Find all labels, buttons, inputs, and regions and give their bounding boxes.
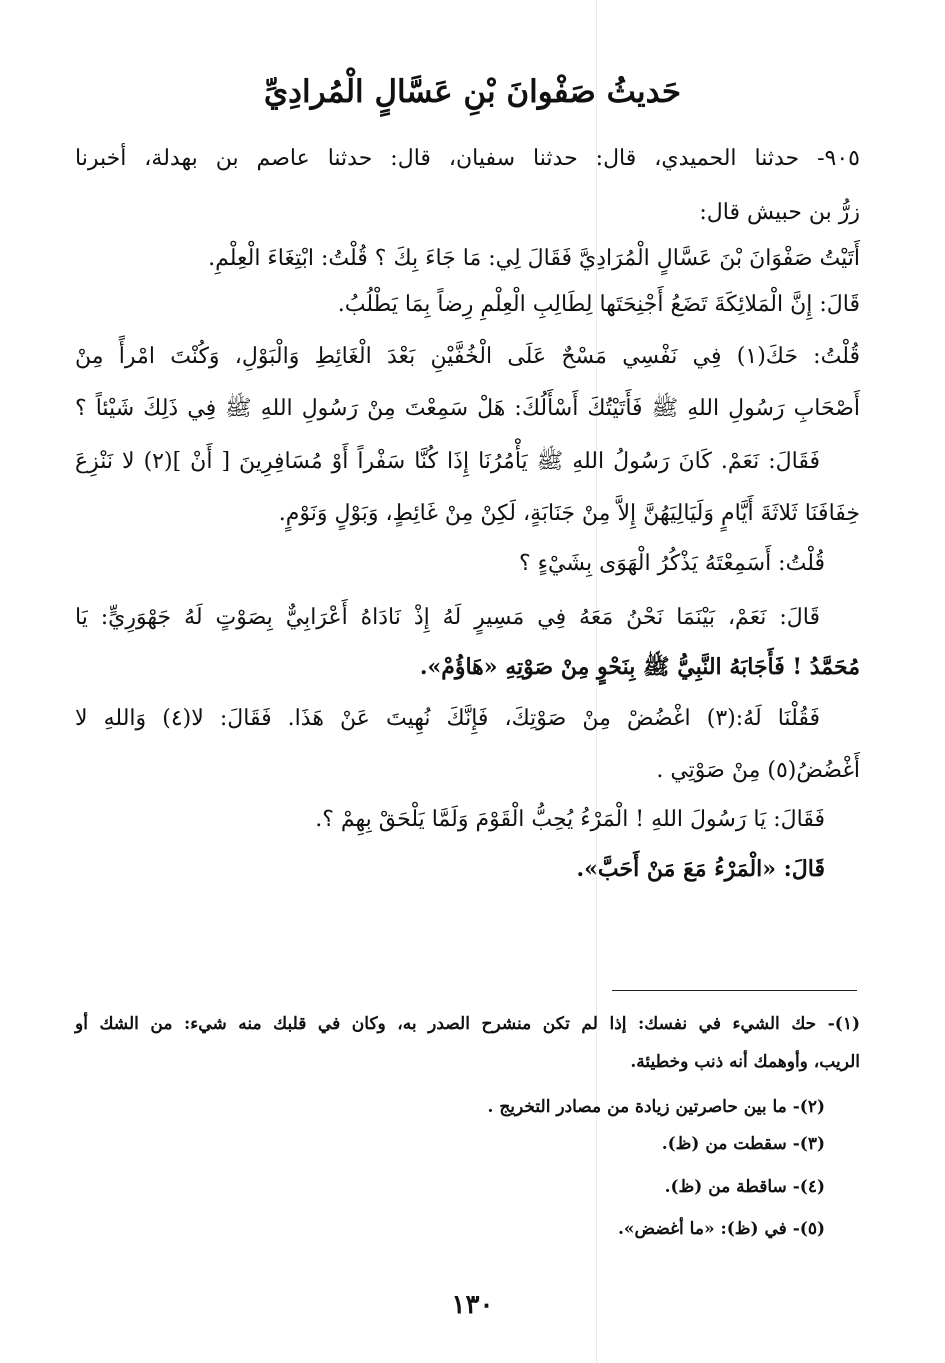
hadith-line-15: قَالَ: «الْمَرْءُ مَعَ مَنْ أَحَبَّ». (576, 856, 825, 882)
hadith-line-11: مُحَمَّدُ ! فَأَجَابَهُ النَّبِيُّ ﷺ بِنَحْوٍ مِنْ صَوْتِهِ «هَاؤُمْ». (419, 654, 860, 680)
hadith-line-12: فَقُلْنَا لَهُ:(٣) اغْضُضْ مِنْ صَوْتِكَ، فَإِنَّكَ نُهِيتَ عَنْ هَذَا. فَقَالَ: لا(٤) وَاللهِ لا (75, 706, 820, 731)
footnote-divider (612, 990, 857, 991)
hadith-line-2: زرُّ بن حبيش قال: (699, 200, 860, 225)
hadith-line-10: قَالَ: نَعَمْ، بَيْنَمَا نَحْنُ مَعَهُ فِي مَسِيرٍ لَهُ إِذْ نَادَاهُ أَعْرَابِيٌّ بِصَوْتٍ لَهُ جَهْوَرِيٍّ: يَا (75, 605, 820, 630)
hadith-line-8: خِفَافَنَا ثَلاثَةَ أَيَّامٍ وَلَيَالِيَهُنَّ إِلاَّ مِنْ جَنَابَةٍ، لَكِنْ مِنْ غَائِطٍ، وَبَوْلٍ وَنَوْمٍ. (278, 501, 860, 526)
hadith-line-5: قُلْتُ: حَكَ(١) فِي نَفْسِي مَسْحٌ عَلَى الْخُفَّيْنِ بَعْدَ الْغَائِطِ وَالْبَوْلِ، وَكُنْتَ امْرأً مِنْ (75, 344, 861, 369)
hadith-line-14: فَقَالَ: يَا رَسُولَ اللهِ ! الْمَرْءُ يُحِبُّ الْقَوْمَ وَلَمَّا يَلْحَقْ بِهِمْ ؟. (315, 807, 825, 832)
chapter-title: حَديثُ صَفْوانَ بْنِ عَسَّالٍ الْمُرادِيِّ (263, 74, 682, 110)
hadith-line-9: قُلْتُ: أَسَمِعْتَهُ يَذْكُرُ الْهَوَى بِشَيْءٍ ؟ (518, 551, 825, 576)
footnote-1-line-1: (١)- حك الشيء في نفسك: إذا لم تكن منشرح الصدر به، وكان في قلبك منه شيء: من الشك أو (75, 1014, 860, 1034)
footnote-1-line-2: الريب، وأوهمك أنه ذنب وخطيئة. (630, 1052, 860, 1072)
hadith-line-4: قَالَ: إِنَّ الْمَلائِكَةَ تَضَعُ أَجْنِحَتَها لِطَالِبِ الْعِلْمِ رِضاً بِمَا يَطْلُبُ. (337, 292, 860, 317)
footnote-3: (٣)- سقطت من (ظ). (661, 1134, 825, 1154)
hadith-line-1: ٩٠٥- حدثنا الحميدي، قال: حدثنا سفيان، قال: حدثنا عاصم بن بهدلة، أخبرنا (75, 146, 860, 171)
footnote-4: (٤)- ساقطة من (ظ). (664, 1177, 825, 1197)
hadith-line-6: أَصْحَابِ رَسُولِ اللهِ ﷺ فَأَتَيْتُكَ أَسْأَلُكَ: هَلْ سَمِعْتَ مِنْ رَسُولِ اللهِ ﷺ فِي ذَلِكَ شَيْئاً ؟ (75, 396, 860, 421)
footnote-5: (٥)- في (ظ): «ما أغضض». (618, 1219, 825, 1239)
page-number: ١٣٠ (451, 1290, 494, 1320)
hadith-line-13: أَغْضُضُ(٥) مِنْ صَوْتِي . (656, 758, 860, 783)
hadith-line-7: فَقَالَ: نَعَمْ. كَانَ رَسُولُ اللهِ ﷺ يَأْمُرُنَا إِذَا كُنَّا سَفْراً أَوْ مُسَافِرِينَ [ أَنْ ](٢) لا نَنْزِعَ (75, 449, 820, 474)
footnote-2: (٢)- ما بين حاصرتين زيادة من مصادر التخريج . (487, 1097, 825, 1117)
hadith-line-3: أَتَيْتُ صَفْوَانَ بْنَ عَسَّالٍ الْمُرَادِيَّ فَقَالَ لِي: مَا جَاءَ بِكَ ؟ قُلْتُ: ابْتِغَاءَ الْعِلْمِ. (208, 246, 860, 271)
